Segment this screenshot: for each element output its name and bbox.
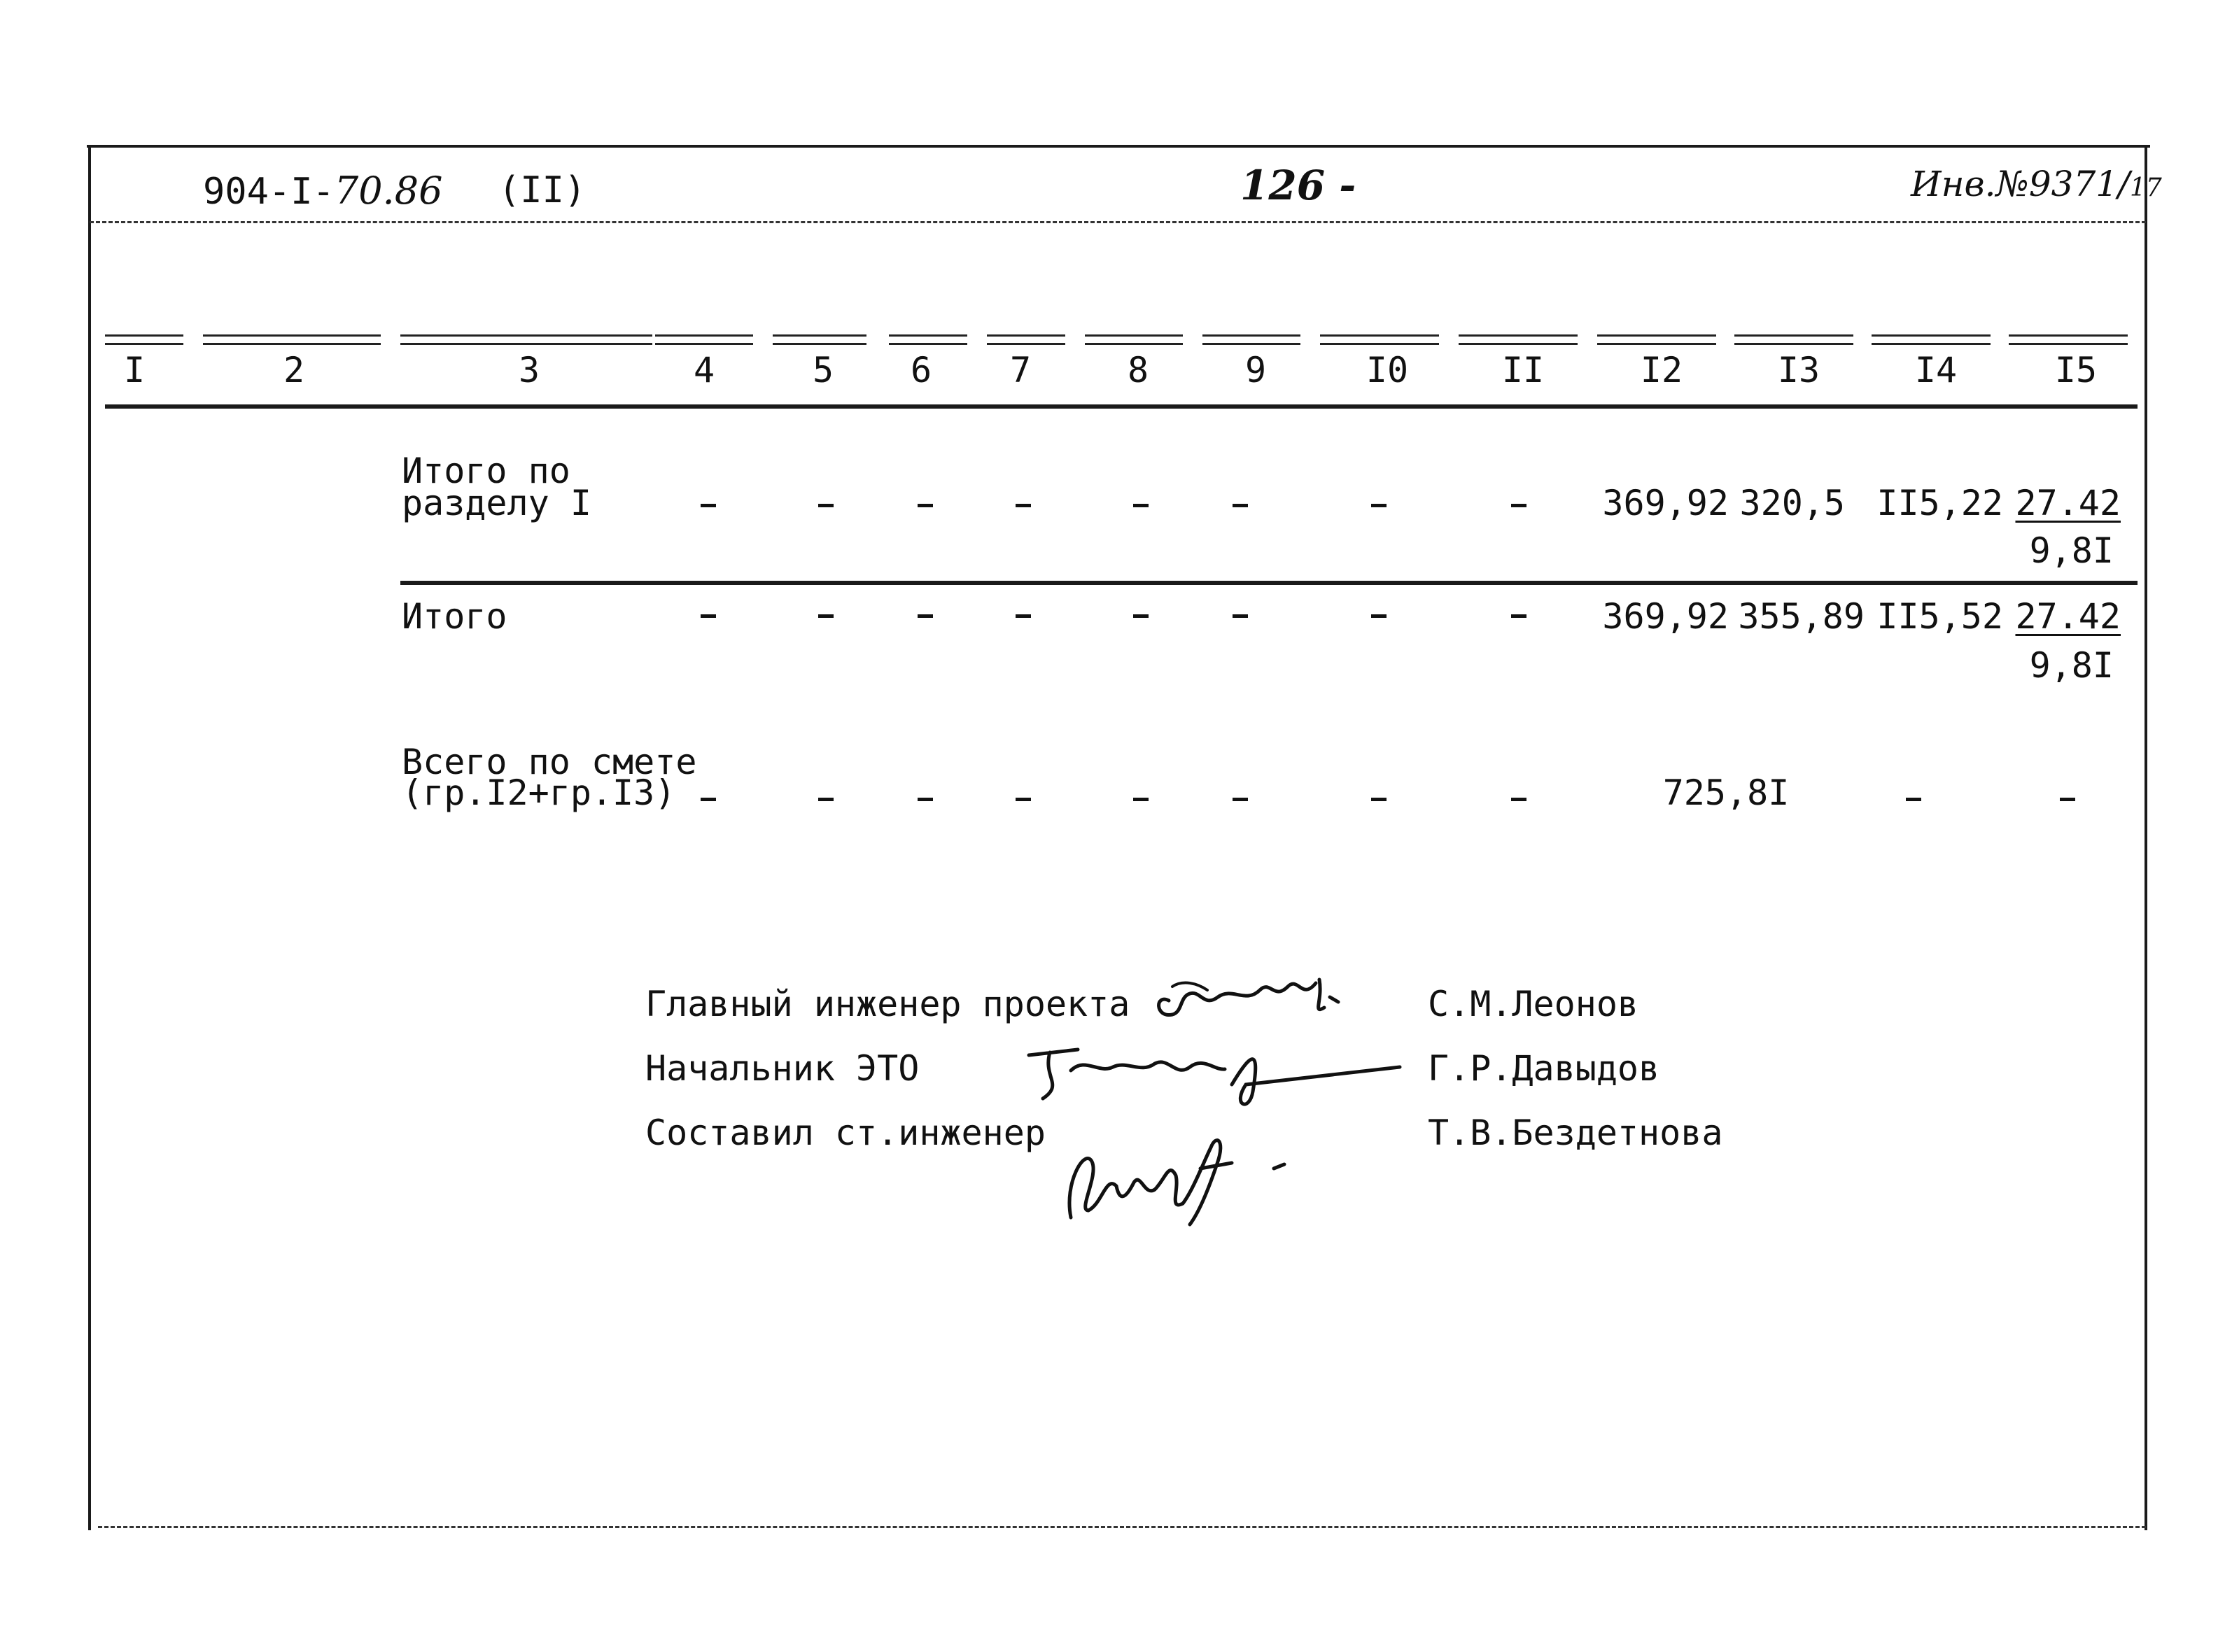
empty-cell-dash: [1371, 798, 1387, 801]
empty-cell-dash: [701, 504, 716, 507]
column-header: 2: [283, 350, 305, 390]
signature-name: С.М.Леонов: [1428, 984, 1639, 1024]
signature-role: Начальник ЭТО: [645, 1048, 920, 1089]
col-rule: [655, 334, 753, 345]
col-rule: [773, 334, 866, 345]
empty-cell-dash: [1233, 504, 1248, 507]
frame-left-border: [88, 145, 91, 1530]
column-header: 5: [812, 350, 834, 390]
inventory-number: Инв.№9371/17: [1911, 164, 2162, 204]
column-header: I0: [1366, 350, 1409, 390]
column-header: I2: [1640, 350, 1683, 390]
column-header: I: [123, 350, 146, 390]
empty-cell-dash: [1016, 614, 1031, 618]
column-header: I5: [2054, 350, 2098, 390]
cell-col13: 355,89: [1738, 596, 1865, 637]
empty-cell-dash: [918, 798, 933, 801]
row-label-line1: Всего по смете: [402, 742, 697, 782]
signature-role: Составил ст.инженер: [645, 1113, 1046, 1153]
col-rule: [1872, 334, 1991, 345]
col-rule: [1320, 334, 1439, 345]
handwritten-signature-1: [1141, 959, 1365, 1036]
empty-cell-dash: [818, 798, 834, 801]
empty-cell-dash: [1511, 504, 1526, 507]
doc-code-handwritten: 70.86: [334, 169, 443, 213]
cell-col15-bottom: 9,8I: [2029, 645, 2114, 686]
cell-col12: 369,92: [1602, 596, 1729, 637]
frame-top-border: [87, 145, 2150, 148]
col-rule: [1202, 334, 1300, 345]
col-rule: [203, 334, 381, 345]
empty-cell-dash: [1371, 614, 1387, 618]
signature-role: Главный инженер проекта: [645, 984, 1130, 1024]
col-rule: [1734, 334, 1853, 345]
column-header: II: [1501, 350, 1545, 390]
col-rule: [1597, 334, 1716, 345]
column-header: 7: [1009, 350, 1032, 390]
handwritten-signature-3: [1050, 1120, 1316, 1231]
row-label-line1: Итого: [402, 596, 507, 637]
row-label-line2: (гр.I2+гр.I3): [402, 772, 676, 813]
part-number: (II): [498, 169, 587, 211]
cell-col12: 369,92: [1602, 483, 1729, 523]
column-header: 4: [693, 350, 715, 390]
empty-cell-dash: [1016, 504, 1031, 507]
cell-col13: 320,5: [1739, 483, 1845, 523]
cell-col15-top: 27.42: [2015, 483, 2121, 523]
empty-cell-dash: [701, 614, 716, 618]
col-rule: [2009, 334, 2128, 345]
empty-cell-dash: [1233, 614, 1248, 618]
signature-name: Т.В.Бездетнова: [1428, 1113, 1723, 1153]
inventory-number-text: Инв.№9371: [1911, 164, 2119, 204]
empty-cell-dash: [818, 504, 834, 507]
column-header: 8: [1127, 350, 1149, 390]
column-header: 9: [1244, 350, 1267, 390]
empty-cell-dash: [1133, 504, 1149, 507]
grand-total: 725,8I: [1662, 772, 1790, 813]
column-header: I3: [1777, 350, 1820, 390]
row-label-line2: разделу I: [402, 483, 591, 523]
cell-col14: II5,52: [1876, 596, 2003, 637]
col-rule: [889, 334, 967, 345]
col-rule: [400, 334, 652, 345]
column-header: I4: [1914, 350, 1958, 390]
empty-cell-dash: [701, 798, 716, 801]
handwritten-signature-2: [1022, 1036, 1414, 1120]
signature-name: Г.Р.Давыдов: [1428, 1048, 1660, 1089]
header-separator: [90, 221, 2146, 223]
column-header: 3: [518, 350, 540, 390]
empty-cell-dash: [1133, 614, 1149, 618]
empty-cell-dash: [1371, 504, 1387, 507]
empty-cell-dash: [818, 614, 834, 618]
col-rule: [105, 334, 183, 345]
page-number: 126 -: [1240, 162, 1356, 209]
doc-code: [203, 169, 443, 213]
cell-col14: II5,22: [1876, 483, 2003, 523]
doc-code-printed: 904-I-: [203, 171, 335, 213]
cell-col15-top: 27.42: [2015, 596, 2121, 637]
row-label-line1: Итого по: [402, 451, 570, 491]
row-separator: [400, 581, 2138, 585]
empty-cell-dash: [1511, 614, 1526, 618]
frame-right-border: [2145, 145, 2147, 1530]
empty-cell-dash: [1233, 798, 1248, 801]
col-rule: [987, 334, 1065, 345]
column-header: 6: [910, 350, 932, 390]
inventory-number-suffix: 17: [2129, 174, 2162, 202]
empty-cell-dash: [1906, 798, 1921, 801]
empty-cell-dash: [1133, 798, 1149, 801]
empty-cell-dash: [2060, 798, 2075, 801]
cell-col15-bottom: 9,8I: [2029, 530, 2114, 571]
empty-cell-dash: [1511, 798, 1526, 801]
empty-cell-dash: [918, 614, 933, 618]
empty-cell-dash: [1016, 798, 1031, 801]
frame-bottom-border: [98, 1526, 2146, 1528]
col-rule: [1459, 334, 1578, 345]
empty-cell-dash: [918, 504, 933, 507]
col-rule: [1085, 334, 1183, 345]
header-bottom-rule: [105, 404, 2138, 409]
